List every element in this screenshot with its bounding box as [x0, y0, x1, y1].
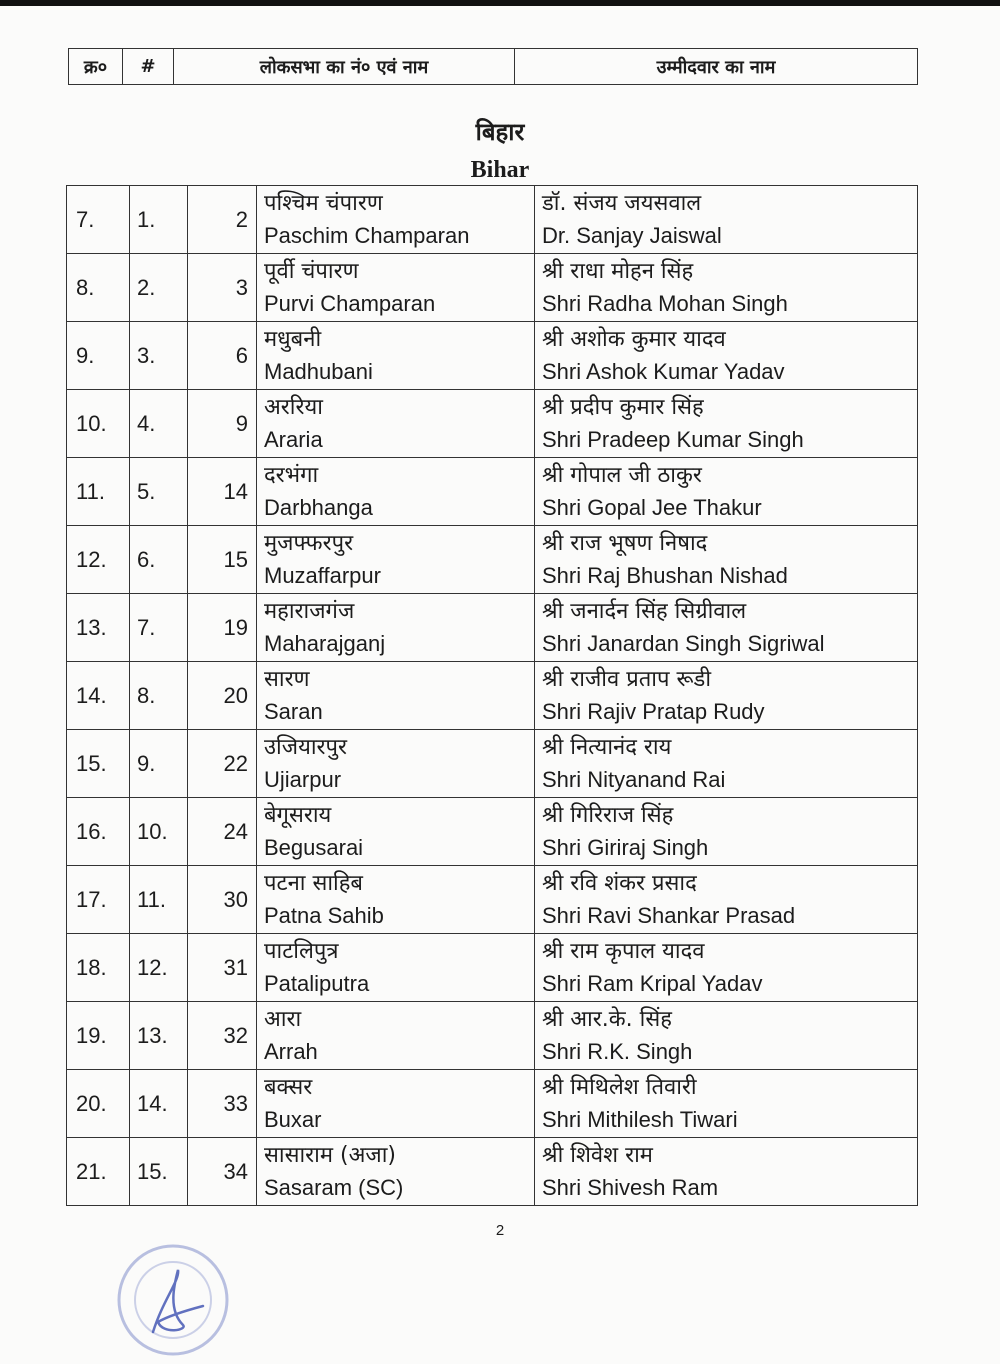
row-number: 14.	[130, 1070, 188, 1138]
candidate-hindi: श्री प्रदीप कुमार सिंह	[542, 394, 704, 420]
signature-mark	[153, 1270, 203, 1332]
constituency-hindi: पश्चिम चंपारण	[264, 190, 383, 216]
candidate-english: Shri Gopal Jee Thakur	[542, 494, 762, 520]
row-serial: 9.	[67, 322, 130, 390]
constituency-hindi: पटना साहिब	[264, 870, 363, 896]
row-serial: 7.	[67, 186, 130, 254]
candidate-english: Shri Mithilesh Tiwari	[542, 1106, 738, 1132]
row-serial: 19.	[67, 1002, 130, 1070]
row-pc-number: 32	[188, 1002, 257, 1070]
candidate-english: Shri Ram Kripal Yadav	[542, 970, 763, 996]
row-serial: 16.	[67, 798, 130, 866]
row-serial: 20.	[67, 1070, 130, 1138]
table-row	[67, 1002, 918, 1070]
constituency-hindi: पूर्वी चंपारण	[264, 258, 359, 284]
row-candidate	[535, 1070, 918, 1138]
constituency-english: Pataliputra	[264, 970, 370, 996]
row-pc-number: 15	[188, 526, 257, 594]
constituency-hindi: बक्सर	[264, 1074, 313, 1100]
candidate-hindi: श्री गोपाल जी ठाकुर	[542, 462, 702, 488]
constituency-hindi: उजियारपुर	[264, 734, 348, 760]
row-pc-number: 22	[188, 730, 257, 798]
row-pc-number: 19	[188, 594, 257, 662]
page-number: 2	[495, 1222, 505, 1239]
row-candidate	[535, 526, 918, 594]
table-row	[67, 390, 918, 458]
header-hash: #	[123, 49, 174, 85]
table-row	[67, 254, 918, 322]
table-row	[67, 934, 918, 1002]
row-serial: 18.	[67, 934, 130, 1002]
row-serial: 15.	[67, 730, 130, 798]
table-row	[67, 798, 918, 866]
candidate-english: Shri R.K. Singh	[542, 1038, 693, 1064]
constituency-hindi: मधुबनी	[264, 326, 322, 352]
header-constituency: लोकसभा का नं० एवं नाम	[174, 49, 515, 85]
constituency-hindi: अररिया	[264, 394, 323, 420]
row-candidate	[535, 730, 918, 798]
constituency-english: Darbhanga	[264, 494, 373, 520]
row-number: 6.	[130, 526, 188, 594]
row-pc-number: 2	[188, 186, 257, 254]
constituency-english: Madhubani	[264, 358, 373, 384]
header-sr: क्र०	[69, 49, 123, 85]
row-candidate	[535, 594, 918, 662]
row-number: 13.	[130, 1002, 188, 1070]
constituency-hindi: सासाराम (अजा)	[264, 1142, 396, 1168]
row-candidate	[535, 934, 918, 1002]
table-row	[67, 594, 918, 662]
row-serial: 14.	[67, 662, 130, 730]
row-constituency	[257, 458, 535, 526]
row-constituency	[257, 322, 535, 390]
constituency-hindi: आरा	[264, 1006, 302, 1032]
candidate-hindi: श्री नित्यानंद राय	[542, 734, 672, 760]
row-pc-number: 34	[188, 1138, 257, 1206]
constituency-hindi: पाटलिपुत्र	[264, 938, 339, 964]
candidate-english: Shri Rajiv Pratap Rudy	[542, 698, 765, 724]
candidate-hindi: श्री रवि शंकर प्रसाद	[542, 870, 697, 896]
candidate-english: Dr. Sanjay Jaiswal	[542, 222, 722, 248]
row-candidate	[535, 1002, 918, 1070]
candidate-hindi: श्री राजीव प्रताप रूडी	[542, 666, 712, 692]
row-constituency	[257, 526, 535, 594]
row-pc-number: 6	[188, 322, 257, 390]
candidate-english: Shri Ashok Kumar Yadav	[542, 358, 785, 384]
row-pc-number: 14	[188, 458, 257, 526]
constituency-english: Ujiarpur	[264, 766, 342, 792]
candidate-english: Shri Janardan Singh Sigriwal	[542, 630, 825, 656]
state-title-hindi: बिहार	[475, 118, 525, 146]
constituency-hindi: बेगूसराय	[264, 802, 332, 828]
table-row	[67, 186, 918, 254]
table-row	[67, 1138, 918, 1206]
row-constituency	[257, 1138, 535, 1206]
candidate-hindi: श्री शिवेश राम	[542, 1142, 653, 1168]
row-number: 12.	[130, 934, 188, 1002]
candidate-hindi: श्री गिरिराज सिंह	[542, 802, 674, 828]
candidate-table	[66, 185, 918, 1206]
column-header-table	[68, 48, 918, 85]
row-number: 3.	[130, 322, 188, 390]
row-number: 9.	[130, 730, 188, 798]
table-row	[67, 662, 918, 730]
row-candidate	[535, 866, 918, 934]
candidate-hindi: श्री मिथिलेश तिवारी	[542, 1074, 697, 1100]
row-candidate	[535, 662, 918, 730]
candidate-hindi: श्री राज भूषण निषाद	[542, 530, 708, 556]
row-candidate	[535, 1138, 918, 1206]
row-constituency	[257, 390, 535, 458]
row-constituency	[257, 1002, 535, 1070]
table-row	[67, 526, 918, 594]
constituency-hindi: महाराजगंज	[264, 598, 355, 624]
candidate-english: Shri Ravi Shankar Prasad	[542, 902, 796, 928]
constituency-hindi: सारण	[264, 666, 310, 692]
row-pc-number: 33	[188, 1070, 257, 1138]
row-candidate	[535, 322, 918, 390]
candidate-hindi: श्री जनार्दन सिंह सिग्रीवाल	[542, 598, 747, 624]
constituency-english: Purvi Champaran	[264, 290, 436, 316]
constituency-english: Arrah	[264, 1038, 318, 1064]
row-number: 10.	[130, 798, 188, 866]
row-number: 2.	[130, 254, 188, 322]
constituency-english: Begusarai	[264, 834, 364, 860]
row-constituency	[257, 186, 535, 254]
constituency-english: Araria	[264, 426, 323, 452]
table-row	[67, 322, 918, 390]
candidate-hindi: श्री राधा मोहन सिंह	[542, 258, 694, 284]
candidate-hindi: श्री आर.के. सिंह	[542, 1006, 672, 1032]
row-candidate	[535, 186, 918, 254]
row-serial: 10.	[67, 390, 130, 458]
table-row	[67, 866, 918, 934]
row-pc-number: 3	[188, 254, 257, 322]
row-candidate	[535, 458, 918, 526]
row-number: 7.	[130, 594, 188, 662]
constituency-hindi: दरभंगा	[264, 462, 319, 488]
row-serial: 11.	[67, 458, 130, 526]
row-number: 5.	[130, 458, 188, 526]
candidate-english: Shri Shivesh Ram	[542, 1174, 719, 1200]
row-constituency	[257, 798, 535, 866]
table-row	[67, 458, 918, 526]
row-constituency	[257, 254, 535, 322]
row-constituency	[257, 1070, 535, 1138]
row-number: 4.	[130, 390, 188, 458]
constituency-hindi: मुजफ्फरपुर	[264, 530, 354, 556]
official-stamp-seal	[108, 1240, 238, 1360]
top-edge	[0, 0, 1000, 6]
row-constituency	[257, 594, 535, 662]
constituency-english: Saran	[264, 698, 323, 724]
candidate-hindi: श्री अशोक कुमार यादव	[542, 326, 726, 352]
row-pc-number: 24	[188, 798, 257, 866]
constituency-english: Sasaram (SC)	[264, 1174, 404, 1200]
candidate-hindi: डॉ. संजय जयसवाल	[542, 190, 702, 216]
constituency-english: Buxar	[264, 1106, 322, 1132]
row-serial: 13.	[67, 594, 130, 662]
header-candidate: उम्मीदवार का नाम	[515, 49, 918, 85]
row-constituency	[257, 866, 535, 934]
row-number: 15.	[130, 1138, 188, 1206]
row-serial: 12.	[67, 526, 130, 594]
constituency-english: Maharajganj	[264, 630, 386, 656]
row-number: 1.	[130, 186, 188, 254]
row-pc-number: 9	[188, 390, 257, 458]
state-title-english: Bihar	[470, 157, 530, 183]
table-row	[67, 730, 918, 798]
row-pc-number: 20	[188, 662, 257, 730]
candidate-english: Shri Raj Bhushan Nishad	[542, 562, 788, 588]
row-serial: 17.	[67, 866, 130, 934]
row-candidate	[535, 254, 918, 322]
row-pc-number: 31	[188, 934, 257, 1002]
candidate-english: Shri Nityanand Rai	[542, 766, 726, 792]
row-constituency	[257, 730, 535, 798]
row-candidate	[535, 798, 918, 866]
candidate-english: Shri Radha Mohan Singh	[542, 290, 788, 316]
row-number: 8.	[130, 662, 188, 730]
row-constituency	[257, 662, 535, 730]
row-serial: 21.	[67, 1138, 130, 1206]
row-number: 11.	[130, 866, 188, 934]
candidate-hindi: श्री राम कृपाल यादव	[542, 938, 705, 964]
row-candidate	[535, 390, 918, 458]
row-serial: 8.	[67, 254, 130, 322]
table-row	[67, 1070, 918, 1138]
row-pc-number: 30	[188, 866, 257, 934]
constituency-english: Muzaffarpur	[264, 562, 381, 588]
constituency-english: Patna Sahib	[264, 902, 384, 928]
row-constituency	[257, 934, 535, 1002]
candidate-english: Shri Pradeep Kumar Singh	[542, 426, 804, 452]
constituency-english: Paschim Champaran	[264, 222, 470, 248]
candidate-english: Shri Giriraj Singh	[542, 834, 709, 860]
